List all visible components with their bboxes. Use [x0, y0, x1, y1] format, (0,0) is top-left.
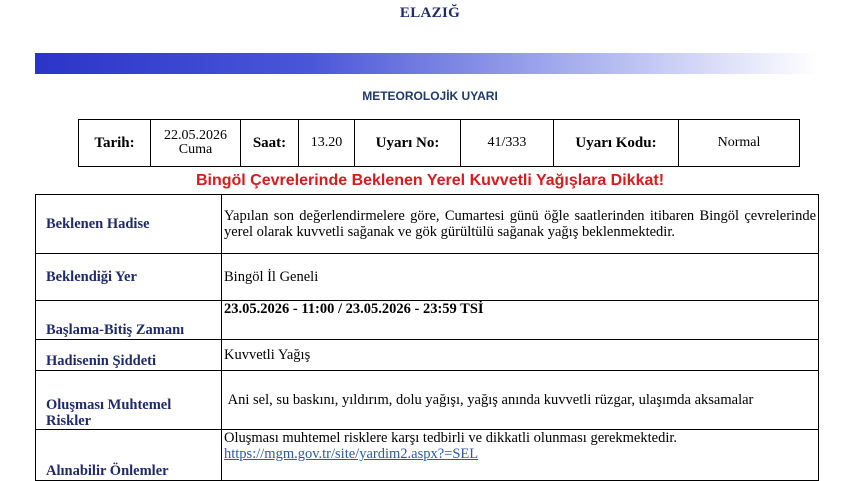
document-subtitle: METEOROLOJİK UYARI: [362, 89, 498, 103]
warning-details-table: [35, 194, 819, 481]
possible-risks-value: [222, 371, 819, 430]
date-label: Tarih:: [79, 120, 151, 167]
expected-event-row: [36, 195, 819, 254]
start-end-time-label: Başlama-Bitiş Zamanı: [36, 301, 222, 340]
warning-meta-table: [78, 119, 800, 167]
expected-place-label: Beklendiği Yer: [36, 254, 222, 301]
warning-no-label: Uyarı No:: [355, 120, 461, 167]
precautions-label: Alınabilir Önlemler: [36, 430, 222, 481]
header-banner: [35, 53, 818, 74]
warning-code-value: Normal: [679, 120, 800, 167]
precautions-row: [36, 430, 819, 481]
possible-risks-row: [36, 371, 819, 430]
expected-event-value: Yapılan son değerlendirmelere göre, Cumartesi günü öğle saatlerinden itibaren Bingöl çevrelerinde yerel olarak kuvvetli sağanak ve gök gürültülü sağanak yağış beklenmektedir.: [222, 195, 819, 254]
start-end-time-value: 23.05.2026 - 11:00 / 23.05.2026 - 23:59 TSİ: [222, 301, 819, 340]
precautions-value: [222, 430, 819, 481]
date-value: 22.05.2026: [164, 128, 227, 143]
time-label: Saat:: [241, 120, 299, 167]
city-title: ELAZIĞ: [399, 5, 461, 21]
severity-row: [36, 340, 819, 371]
start-end-time-row: [36, 301, 819, 340]
severity-label: Hadisenin Şiddeti: [36, 340, 222, 371]
severity-value: Kuvvetli Yağış: [222, 340, 819, 371]
warning-no-value: 41/333: [461, 120, 554, 167]
possible-risks-label: [36, 371, 222, 430]
time-value: 13.20: [299, 120, 355, 167]
possible-risks-label-line2: Riskler: [46, 413, 92, 429]
precautions-text: Oluşması muhtemel risklere karşı tedbirli ve dikkatli olunması gerekmektedir.: [224, 430, 678, 446]
date-cell: [151, 120, 241, 167]
expected-place-value: Bingöl İl Geneli: [222, 254, 819, 301]
possible-risks-text: Ani sel, su baskını, yıldırım, dolu yağışı, yağış anında kuvvetli rüzgar, ulaşımda aksamalar: [227, 392, 754, 408]
help-link[interactable]: https://mgm.gov.tr/site/yardim2.aspx?=SEL: [224, 446, 479, 462]
warning-code-label: Uyarı Kodu:: [554, 120, 679, 167]
expected-place-row: [36, 254, 819, 301]
possible-risks-label-line1: Oluşması Muhtemel: [46, 397, 172, 413]
warning-headline: Bingöl Çevrelerinde Beklenen Yerel Kuvvetli Yağışlara Dikkat!: [195, 172, 665, 189]
expected-event-label: Beklenen Hadise: [36, 195, 222, 254]
day-value: Cuma: [178, 142, 213, 157]
